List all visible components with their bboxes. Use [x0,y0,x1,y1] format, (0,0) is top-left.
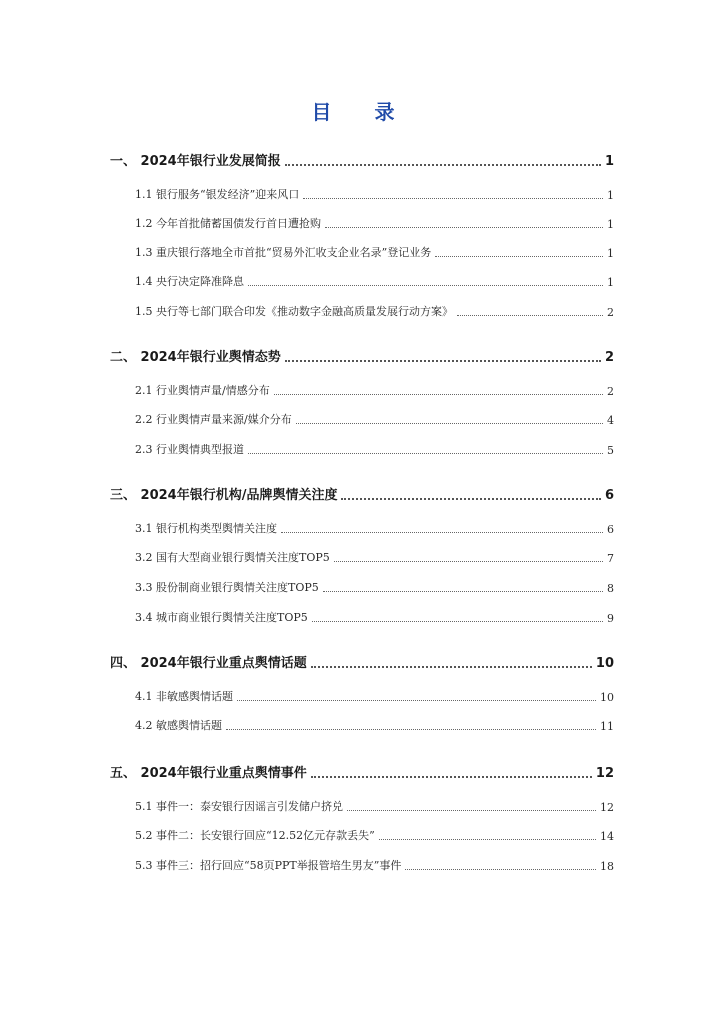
dot-leader [281,531,603,533]
toc-item-label: 2.3 行业舆情典型报道 [135,443,244,456]
toc-item-label: 3.3 股份制商业银行舆情关注度TOP5 [135,581,319,594]
dot-leader [323,590,603,592]
toc-item-3-4[interactable] [135,609,614,625]
toc-section-1[interactable] [110,150,614,169]
toc-item-4-1[interactable] [135,688,614,704]
toc-section-label: 三、 2024年银行机构/品牌舆情关注度 [110,488,338,503]
dot-leader [405,868,596,870]
dot-leader [248,452,603,454]
toc-item-label: 5.3 事件三：招行回应“58页PPT举报管培生男友”事件 [135,859,402,872]
toc-page-number: 14 [600,830,614,843]
toc-item-label: 1.2 今年首批储蓄国债发行首日遭抢购 [135,217,321,230]
dot-leader [311,665,592,668]
toc-item-label: 3.4 城市商业银行舆情关注度TOP5 [135,611,308,624]
dot-leader [347,809,596,811]
toc-section-3[interactable] [110,484,614,503]
toc-page-number: 9 [607,612,614,625]
dot-leader [237,699,596,701]
toc-page-number: 2 [604,350,614,365]
dot-leader [311,775,592,778]
dot-leader [226,728,596,730]
toc-item-3-1[interactable] [135,520,614,536]
toc-item-label: 1.1 银行服务“银发经济”迎来风口 [135,188,300,201]
toc-item-1-2[interactable] [135,215,614,231]
toc-page-number: 11 [600,720,614,733]
toc-page-number: 10 [600,691,614,704]
toc-item-5-3[interactable] [135,857,614,873]
dot-leader [312,620,603,622]
toc-page-number: 1 [607,247,614,260]
toc-page-number: 1 [607,276,614,289]
toc-page-number: 1 [607,218,614,231]
toc-item-label: 4.2 敏感舆情话题 [135,719,222,732]
toc-title: 目 录 [311,100,413,124]
dot-leader [296,422,603,424]
toc-item-label: 1.3 重庆银行落地全市首批“贸易外汇收支企业名录”登记业务 [135,246,432,259]
toc-page-number: 4 [607,414,614,427]
toc-section-2[interactable] [110,346,614,365]
dot-leader [435,255,603,257]
toc-item-label: 3.1 银行机构类型舆情关注度 [135,522,277,535]
toc-section-label: 四、 2024年银行业重点舆情话题 [110,656,307,671]
toc-page-number: 10 [595,656,614,671]
toc-item-1-1[interactable] [135,186,614,202]
toc-page-number: 8 [607,582,614,595]
dot-leader [285,359,601,362]
dot-leader [379,838,596,840]
toc-item-label: 1.4 央行决定降准降息 [135,275,244,288]
toc-section-label: 二、 2024年银行业舆情态势 [110,350,281,365]
toc-page-number: 6 [604,488,614,503]
toc-item-2-1[interactable] [135,382,614,398]
toc-item-1-3[interactable] [135,244,614,260]
toc-item-4-2[interactable] [135,717,614,733]
toc-section-label: 五、 2024年银行业重点舆情事件 [110,766,307,781]
toc-page-number: 12 [595,766,614,781]
dot-leader [248,284,603,286]
toc-section-4[interactable] [110,652,614,671]
dot-leader [303,197,603,199]
toc-item-label: 5.1 事件一：泰安银行因谣言引发储户挤兑 [135,800,343,813]
dot-leader [334,560,603,562]
toc-item-label: 2.2 行业舆情声量来源/媒介分布 [135,413,292,426]
toc-item-label: 4.1 非敏感舆情话题 [135,690,233,703]
dot-leader [285,163,601,166]
toc-item-label: 2.1 行业舆情声量/情感分布 [135,384,270,397]
toc-page-number: 2 [607,306,614,319]
dot-leader [341,497,600,500]
toc-page-number: 7 [607,552,614,565]
dot-leader [457,314,603,316]
toc-item-3-3[interactable] [135,579,614,595]
toc-page-number: 2 [607,385,614,398]
toc-item-1-5[interactable] [135,303,614,319]
dot-leader [274,393,603,395]
toc-page-number: 5 [607,444,614,457]
toc-item-3-2[interactable] [135,549,614,565]
toc-item-2-2[interactable] [135,411,614,427]
dot-leader [325,226,603,228]
toc-item-5-2[interactable] [135,827,614,843]
toc-item-label: 1.5 央行等七部门联合印发《推动数字金融高质量发展行动方案》 [135,305,453,318]
toc-item-label: 5.2 事件二：长安银行回应“12.52亿元存款丢失” [135,829,375,842]
toc-section-label: 一、 2024年银行业发展简报 [110,154,281,169]
toc-page-number: 1 [607,189,614,202]
toc-page-number: 12 [600,801,614,814]
toc-item-1-4[interactable] [135,273,614,289]
toc-page-number: 6 [607,523,614,536]
toc-item-5-1[interactable] [135,798,614,814]
toc-page-number: 18 [600,860,614,873]
toc-section-5[interactable] [110,762,614,781]
toc-item-2-3[interactable] [135,441,614,457]
toc-item-label: 3.2 国有大型商业银行舆情关注度TOP5 [135,551,330,564]
toc-page-number: 1 [604,154,614,169]
